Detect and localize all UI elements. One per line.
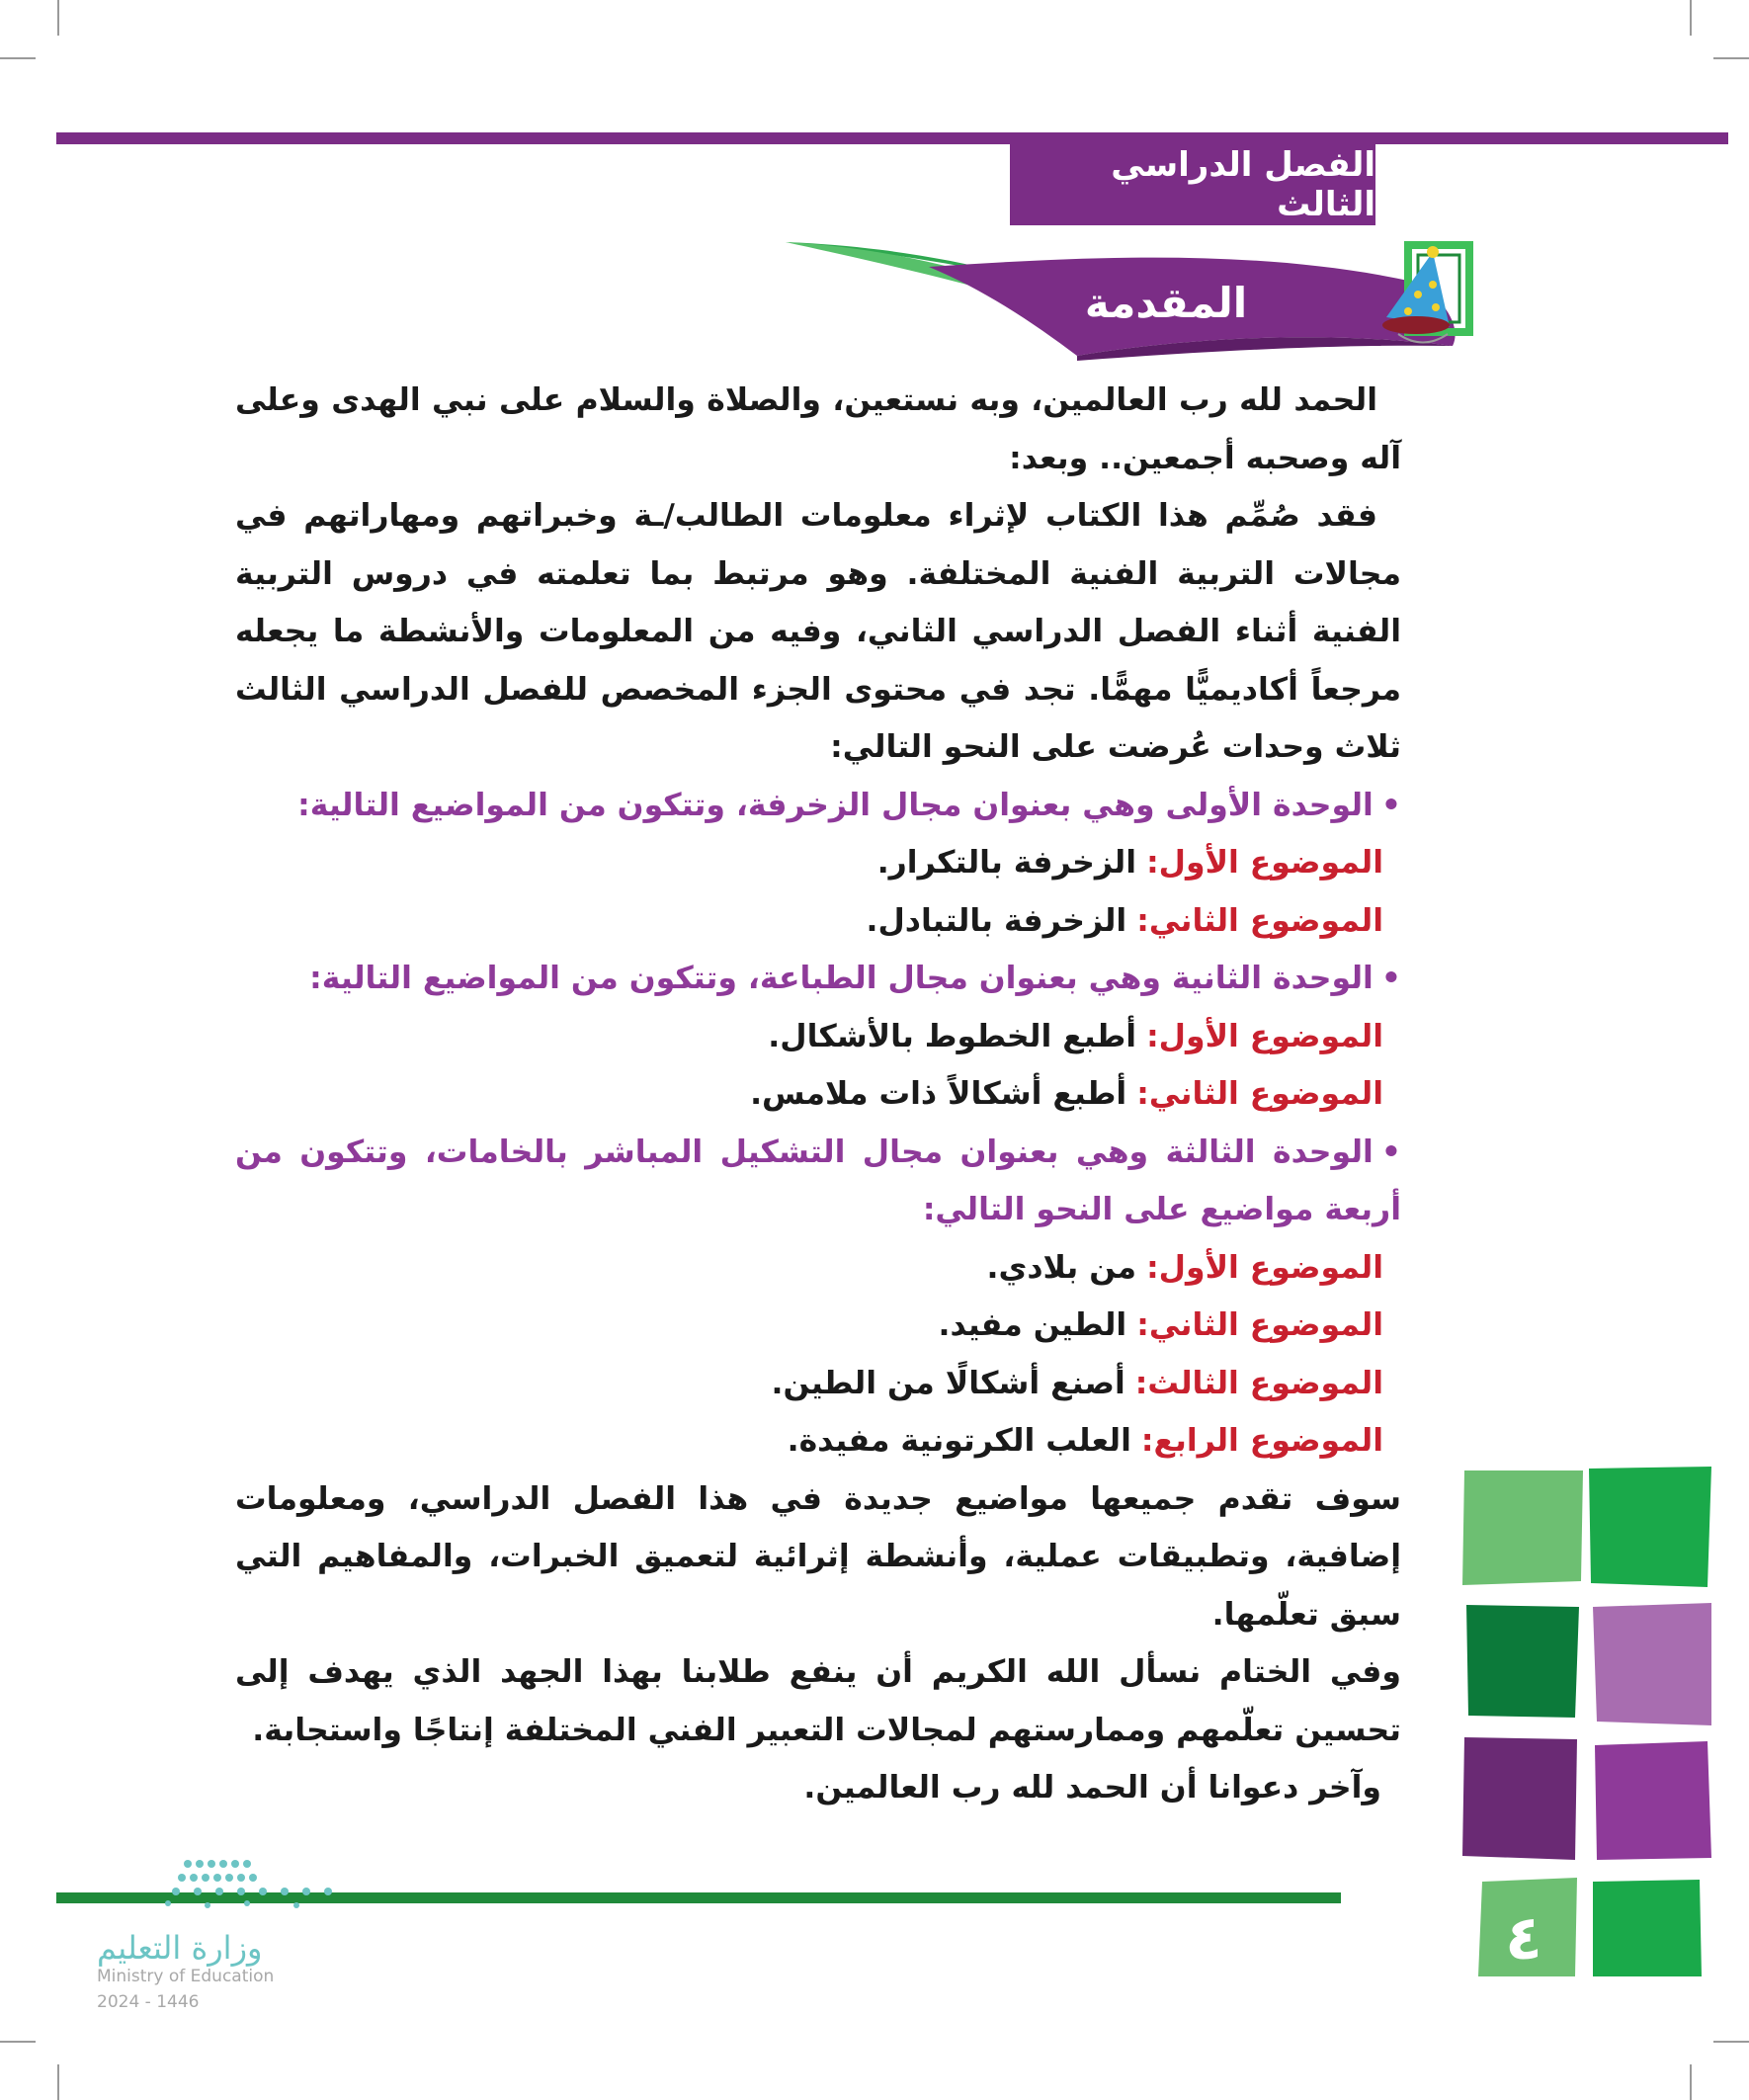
unit-heading <box>235 950 1401 1008</box>
unit-title: الوحدة الثالثة وهي بعنوان مجال التشكيل المباشر بالخامات، وتتكون من أربعة مواضيع على النحو التالي: <box>235 1134 1401 1227</box>
topic-item <box>235 1412 1401 1470</box>
ministry-logo-icon <box>99 1854 356 1913</box>
topic-item <box>235 1065 1401 1124</box>
topic-text: من بلادي. <box>986 1249 1137 1286</box>
party-hat-frame-icon <box>1378 240 1477 359</box>
outro-paragraph: سوف تقدم جميعها مواضيع جديدة في هذا الفصل الدراسي، ومعلومات إضافية، وتطبيقات عملية، وأنشطة إثرائية لتعميق الخبرات، والمفاهيم التي سبق تعلّمها. <box>235 1480 1401 1633</box>
crop-mark <box>0 57 36 59</box>
topic-text: أطبع الخطوط بالأشكال. <box>768 1018 1137 1054</box>
topic-label: الموضوع الأول: <box>1146 845 1383 881</box>
semester-tab: الفصل الدراسي الثالث <box>1010 144 1375 225</box>
topic-item <box>235 892 1401 951</box>
topic-text: الطين مفيد. <box>938 1307 1127 1343</box>
topic-label: الموضوع الأول: <box>1146 1249 1383 1286</box>
topic-text: أصنع أشكالًا من الطين. <box>771 1365 1125 1401</box>
topic-label: الموضوع الثاني: <box>1136 902 1383 939</box>
topic-item <box>235 834 1401 892</box>
topic-text: الزخرفة بالتكرار. <box>876 845 1137 881</box>
intro-paragraph: الحمد لله رب العالمين، وبه نستعين، والصلاة والسلام على نبي الهدى وعلى آله وصحبه أجمعين.. وبعد: <box>235 382 1401 476</box>
unit-heading <box>235 1124 1401 1239</box>
ministry-name-en: Ministry of Education <box>97 1967 275 1986</box>
unit-title: الوحدة الأولى وهي بعنوان مجال الزخرفة، وتتكون من المواضيع التالية: <box>297 787 1374 823</box>
topic-label: الموضوع الثاني: <box>1136 1076 1383 1112</box>
topic-text: أطبع أشكالاً ذات ملامس. <box>750 1076 1127 1112</box>
intro-text <box>235 372 1401 1817</box>
crop-mark <box>57 0 59 36</box>
topic-label: الموضوع الثالث: <box>1134 1365 1383 1401</box>
edition-year: 2024 - 1446 <box>97 1992 200 2012</box>
crop-mark <box>1690 2064 1692 2100</box>
outro-paragraph: وفي الختام نسأل الله الكريم أن ينفع طلابنا بهذا الجهد الذي يهدف إلى تحسين تعلّمهم وممارستهم لمجالات التعبير الفني المختلفة إنتاجًا واستجابة. <box>235 1654 1401 1748</box>
crop-mark <box>1713 57 1749 59</box>
unit-title: الوحدة الثانية وهي بعنوان مجال الطباعة، وتتكون من المواضيع التالية: <box>309 961 1374 996</box>
crop-mark <box>1690 0 1692 36</box>
topic-item <box>235 1355 1401 1413</box>
bullet: • <box>1380 787 1401 823</box>
topic-text: العلب الكرتونية مفيدة. <box>787 1423 1131 1459</box>
topic-label: الموضوع الثاني: <box>1136 1307 1383 1343</box>
page-number: ٤ <box>1505 1900 1542 1974</box>
ministry-name-ar: وزارة التعليم <box>97 1929 263 1967</box>
section-title: المقدمة <box>1084 278 1248 327</box>
crop-mark <box>1713 2041 1749 2043</box>
topic-item <box>235 1008 1401 1066</box>
closing-line: وآخر دعوانا أن الحمد لله رب العالمين. <box>803 1770 1381 1806</box>
bullet: • <box>1380 1134 1401 1170</box>
bullet: • <box>1380 961 1401 996</box>
unit-heading <box>235 777 1401 835</box>
topic-item <box>235 1239 1401 1298</box>
topic-label: الموضوع الرابع: <box>1140 1423 1383 1459</box>
topic-label: الموضوع الأول: <box>1146 1018 1383 1054</box>
crop-mark <box>57 2064 59 2100</box>
topic-text: الزخرفة بالتبادل. <box>866 902 1127 939</box>
top-rule <box>56 132 1728 144</box>
topic-item <box>235 1297 1401 1355</box>
intro-paragraph: فقد صُمِّم هذا الكتاب لإثراء معلومات الطالب/ـة وخبراتهم ومهاراتهم في مجالات التربية الفنية المختلفة. وهو مرتبط بما تعلمته في دروس التربية الفنية أثناء الفصل الدراسي الثاني، وفيه من المعلومات والأنشطة ما يجعله مرجعاً أكاديميًّا مهمًّا. تجد في محتوى الجزء المخصص للفصل الدراسي الثالث ثلاث وحدات عُرضت على النحو التالي: <box>235 498 1401 765</box>
crop-mark <box>0 2041 36 2043</box>
